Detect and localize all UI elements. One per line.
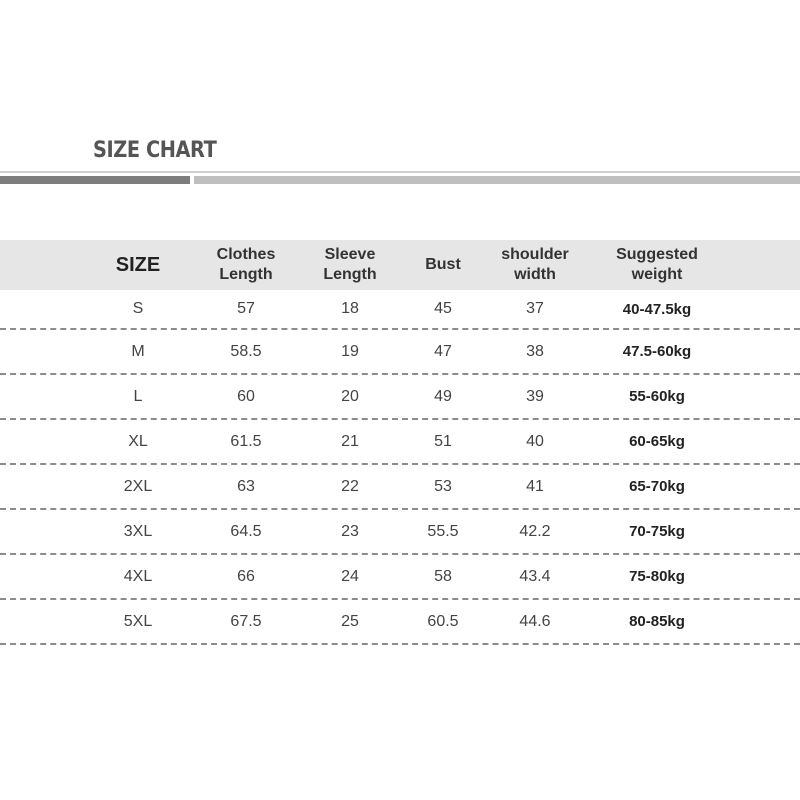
cell-size: 2XL (123, 477, 153, 495)
cell-shoulder-width: 42.2 (519, 522, 551, 540)
cell-size: M (131, 342, 145, 360)
cell-suggested-weight: 80-85kg (629, 613, 685, 630)
cell-bust: 49 (434, 387, 452, 405)
cell-clothes-length: 60 (237, 387, 255, 405)
cell-sleeve-length: 18 (341, 300, 359, 317)
cell-bust: 58 (434, 567, 452, 585)
cell-suggested-weight: 47.5-60kg (622, 343, 692, 360)
title-underline-thin (0, 171, 800, 173)
title-underline-light-segment (194, 176, 800, 184)
cell-clothes-length: 57 (237, 300, 255, 317)
cell-clothes-length: 58.5 (230, 342, 262, 360)
cell-sleeve-length: 24 (341, 567, 359, 585)
cell-bust: 51 (434, 432, 452, 450)
table-row (0, 330, 800, 375)
cell-shoulder-width: 37 (526, 300, 544, 317)
cell-size: S (132, 300, 144, 317)
cell-size: L (133, 387, 143, 405)
cell-bust: 47 (434, 342, 452, 360)
header-shoulder-width: shoulder width (501, 246, 569, 283)
cell-sleeve-length: 20 (341, 387, 359, 405)
cell-bust: 60.5 (427, 612, 459, 630)
cell-bust: 45 (434, 300, 452, 317)
cell-shoulder-width: 38 (526, 342, 544, 360)
cell-clothes-length: 61.5 (230, 432, 262, 450)
cell-bust: 53 (434, 477, 452, 495)
size-table (0, 240, 800, 645)
cell-size: 3XL (123, 522, 153, 540)
cell-clothes-length: 66 (237, 567, 255, 585)
cell-shoulder-width: 43.4 (519, 567, 551, 585)
table-header (0, 240, 800, 290)
cell-sleeve-length: 25 (341, 612, 359, 630)
cell-suggested-weight: 65-70kg (629, 478, 685, 495)
cell-clothes-length: 67.5 (230, 612, 262, 630)
header-suggested-weight: Suggested weight (616, 246, 698, 283)
cell-suggested-weight: 75-80kg (629, 568, 685, 585)
cell-size: 4XL (123, 567, 153, 585)
cell-size: 5XL (123, 612, 153, 630)
table-row (0, 375, 800, 420)
cell-size: XL (128, 432, 148, 450)
header-sleeve-length: Sleeve Length (323, 246, 377, 283)
header-clothes-length: Clothes Length (216, 246, 276, 283)
cell-clothes-length: 64.5 (230, 522, 262, 540)
cell-shoulder-width: 40 (526, 432, 544, 450)
title-underline-dark-segment (0, 176, 190, 184)
cell-suggested-weight: 40-47.5kg (622, 300, 692, 318)
cell-sleeve-length: 21 (341, 432, 359, 450)
header-size: SIZE (115, 254, 161, 276)
table-row (0, 290, 800, 330)
cell-shoulder-width: 44.6 (519, 612, 551, 630)
cell-clothes-length: 63 (237, 477, 255, 495)
table-row (0, 465, 800, 510)
table-row (0, 600, 800, 645)
table-row (0, 420, 800, 465)
header-bust: Bust (425, 256, 461, 273)
cell-sleeve-length: 19 (341, 342, 359, 360)
table-row (0, 555, 800, 600)
cell-shoulder-width: 39 (526, 387, 544, 405)
cell-suggested-weight: 55-60kg (629, 388, 685, 405)
cell-shoulder-width: 41 (526, 477, 544, 495)
cell-sleeve-length: 23 (341, 522, 359, 540)
table-row (0, 510, 800, 555)
cell-sleeve-length: 22 (341, 477, 359, 495)
size-chart-title: SIZE CHART (93, 138, 217, 163)
cell-suggested-weight: 60-65kg (629, 433, 685, 450)
cell-bust: 55.5 (427, 522, 459, 540)
cell-suggested-weight: 70-75kg (629, 523, 685, 540)
